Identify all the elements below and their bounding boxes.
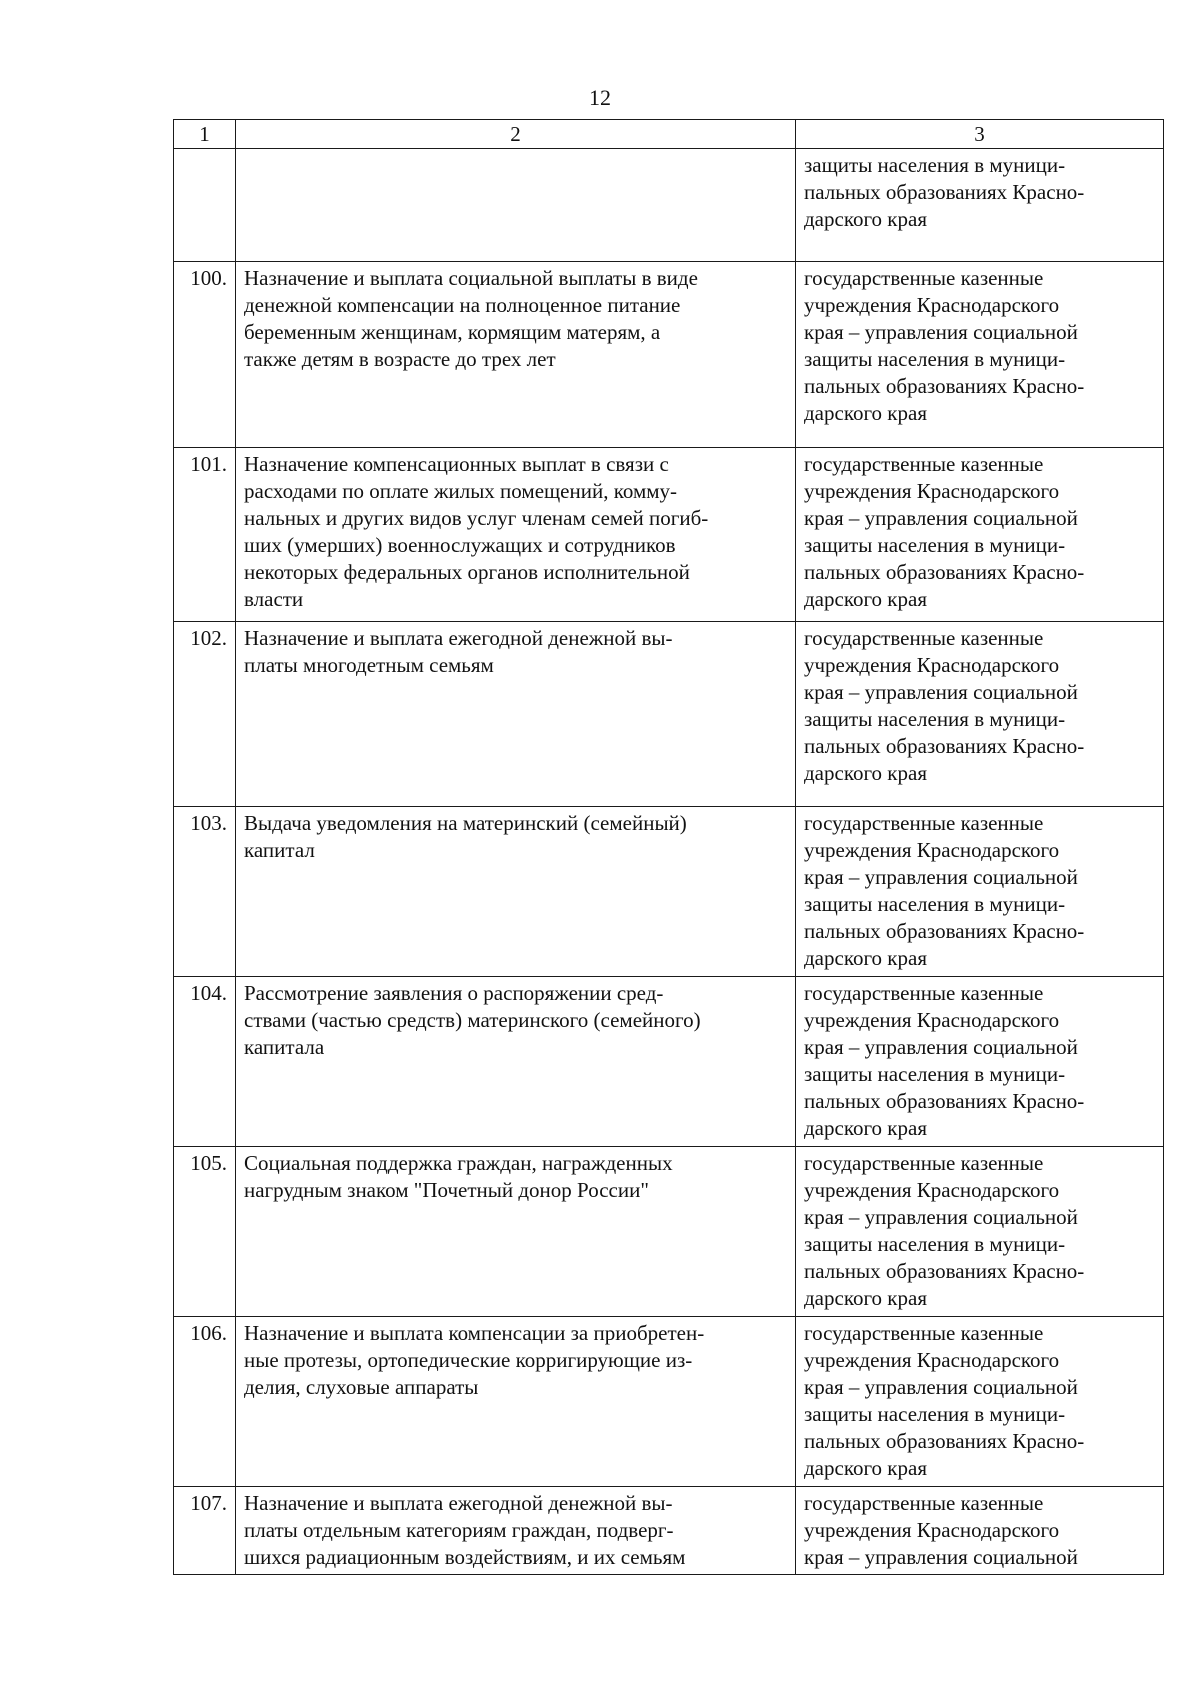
table-header-row [174, 120, 1164, 149]
table-row [174, 262, 1164, 448]
table-row [174, 807, 1164, 977]
responsible-institution: государственные казенные учреждения Краснодарского края – управления социальной защиты населения в муници- пальных образованиях Красно- дарского края [796, 1317, 1164, 1487]
row-number: 107. [174, 1487, 236, 1575]
responsible-institution: государственные казенные учреждения Краснодарского края – управления социальной защиты населения в муници- пальных образованиях Красно- дарского края [796, 977, 1164, 1147]
table-row [174, 977, 1164, 1147]
table-row [174, 1147, 1164, 1317]
responsible-institution: государственные казенные учреждения Краснодарского края – управления социальной защиты населения в муници- пальных образованиях Красно- дарского края [796, 622, 1164, 807]
responsible-institution: государственные казенные учреждения Краснодарского края – управления социальной [796, 1487, 1164, 1575]
column-header: 2 [236, 120, 796, 149]
service-name: Выдача уведомления на материнский (семейный) капитал [236, 807, 796, 977]
row-number [174, 149, 236, 262]
row-number: 106. [174, 1317, 236, 1487]
table-row [174, 1317, 1164, 1487]
responsible-institution: государственные казенные учреждения Краснодарского края – управления социальной защиты населения в муници- пальных образованиях Красно- дарского края [796, 1147, 1164, 1317]
row-number: 102. [174, 622, 236, 807]
service-name: Назначение и выплата компенсации за приобретен- ные протезы, ортопедические корригирующие из- делия, слуховые аппараты [236, 1317, 796, 1487]
row-number: 101. [174, 448, 236, 622]
page-number: 12 [589, 85, 611, 110]
responsible-institution: защиты населения в муници- пальных образованиях Красно- дарского края [796, 149, 1164, 262]
column-header: 1 [174, 120, 236, 149]
table-row [174, 1487, 1164, 1575]
responsible-institution: государственные казенные учреждения Краснодарского края – управления социальной защиты населения в муници- пальных образованиях Красно- дарского края [796, 448, 1164, 622]
service-name: Назначение и выплата ежегодной денежной вы- платы отдельным категориям граждан, подверг- шихся радиационным воздействиям, и их семьям [236, 1487, 796, 1575]
row-number: 104. [174, 977, 236, 1147]
row-number: 100. [174, 262, 236, 448]
responsible-institution: государственные казенные учреждения Краснодарского края – управления социальной защиты населения в муници- пальных образованиях Красно- дарского края [796, 262, 1164, 448]
service-name: Назначение и выплата ежегодной денежной вы- платы многодетным семьям [236, 622, 796, 807]
service-name: Назначение и выплата социальной выплаты в виде денежной компенсации на полноценное питание беременным женщинам, кормящим матерям, а также детям в возрасте до трех лет [236, 262, 796, 448]
table-row [174, 149, 1164, 262]
service-name [236, 149, 796, 262]
service-name: Рассмотрение заявления о распоряжении сред- ствами (частью средств) материнского (семейного) капитала [236, 977, 796, 1147]
service-name: Социальная поддержка граждан, награжденных нагрудным знаком "Почетный донор России" [236, 1147, 796, 1317]
service-name: Назначение компенсационных выплат в связи с расходами по оплате жилых помещений, комму- нальных и других видов услуг членам семей погиб- ших (умерших) военнослужащих и сотрудников некоторых федеральных органов исполнительной власти [236, 448, 796, 622]
services-table-body [174, 120, 1164, 1575]
column-header: 3 [796, 120, 1164, 149]
row-number: 103. [174, 807, 236, 977]
services-table [173, 119, 1164, 1575]
table-row [174, 448, 1164, 622]
table-row [174, 622, 1164, 807]
row-number: 105. [174, 1147, 236, 1317]
responsible-institution: государственные казенные учреждения Краснодарского края – управления социальной защиты населения в муници- пальных образованиях Красно- дарского края [796, 807, 1164, 977]
